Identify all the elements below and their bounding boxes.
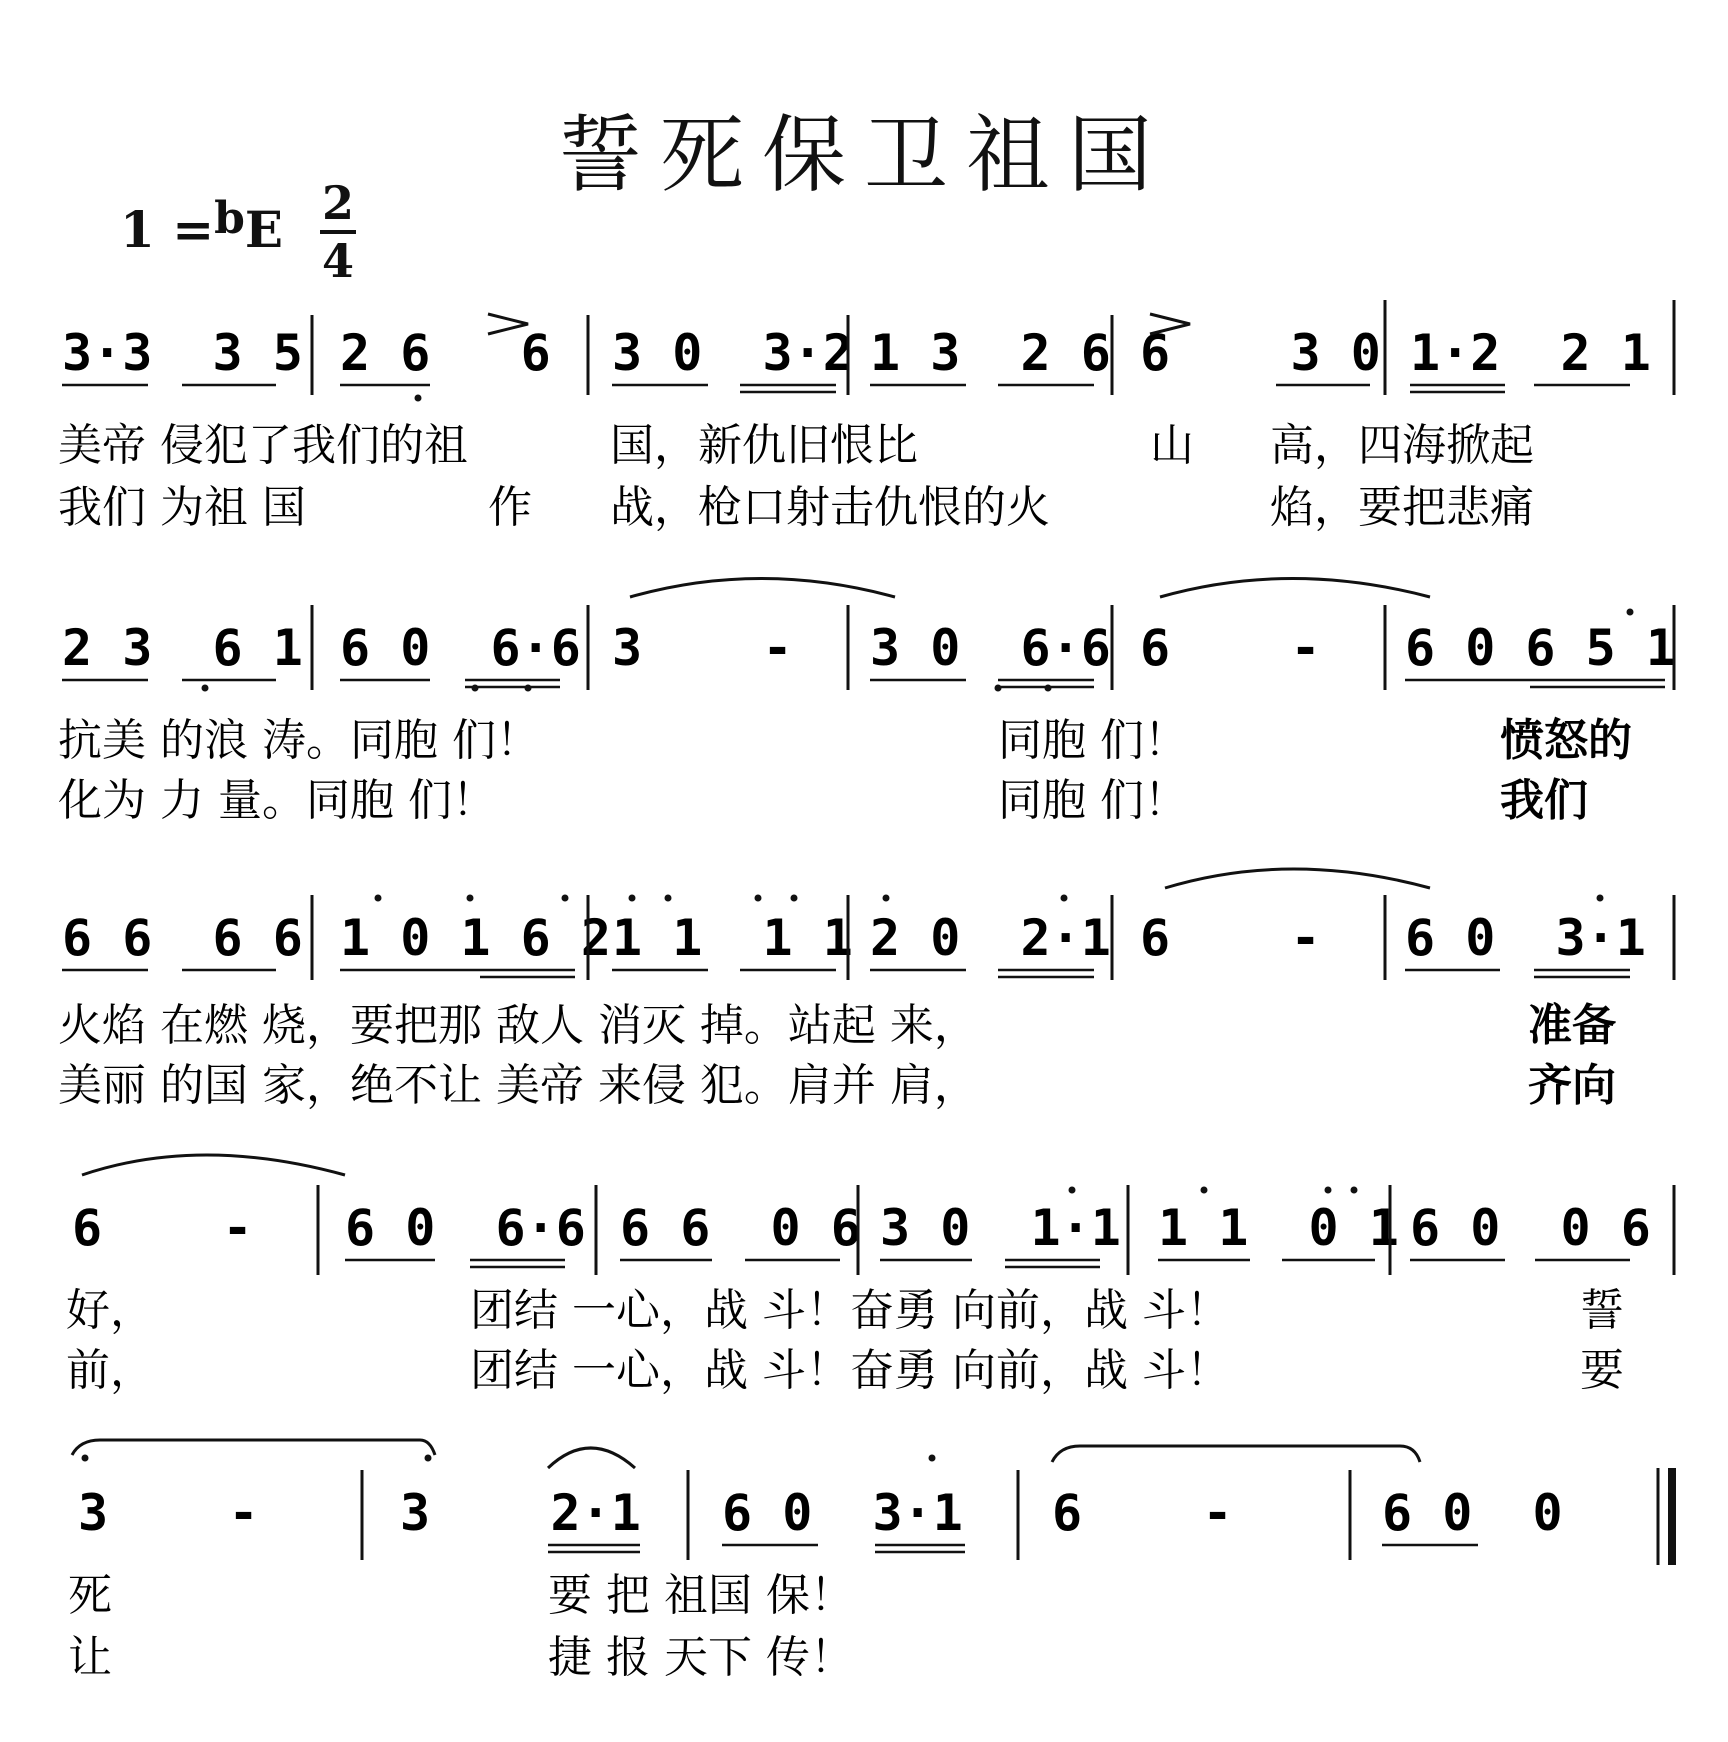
measure: 3 0 3·2	[612, 324, 853, 382]
lyric-line-2: 捷 报 天下 传！	[548, 1632, 854, 1683]
measure: 6 -	[1140, 619, 1321, 677]
measure: 1 1 0 1	[1158, 1199, 1399, 1257]
song-title: 誓死保卫祖国	[557, 106, 1170, 204]
flat-sign: b	[214, 193, 245, 244]
lyric-line-1: 美帝 侵犯了我们的祖	[58, 420, 468, 471]
slur	[1165, 869, 1430, 888]
lyric-line-2: 战，枪口射击仇恨的火	[610, 482, 1050, 533]
lyric-line-1: 火焰 在燃 烧，要把那 敌人 消灭 掉。站起 来，	[58, 1000, 978, 1051]
lyric-line-2: 齐向	[1528, 1060, 1616, 1111]
lyric-line-2: 要	[1580, 1345, 1624, 1396]
lyric-line-2: 团结 一心，战 斗！奋勇 向前，战 斗！	[470, 1345, 1230, 1396]
underlines	[62, 970, 1630, 977]
lyric-line-1: 死	[68, 1570, 112, 1621]
lyric-line-1: 誓	[1580, 1285, 1624, 1336]
measure: 3 0 6·6	[870, 619, 1111, 677]
lyric-line-1: 抗美 的浪 涛。同胞 们！	[58, 715, 540, 766]
key-prefix: 1 =	[120, 200, 215, 259]
measure: 6 6 0 6	[620, 1199, 861, 1257]
time-bottom: 4	[321, 234, 354, 288]
lyric-line-2: 我们	[1500, 775, 1588, 826]
lyric-line-2: 让	[68, 1632, 112, 1683]
system-2	[58, 579, 1676, 827]
measure: 6 0 6 5 1	[1405, 619, 1676, 677]
measure: 1 3 2 6	[870, 324, 1111, 382]
measure: 6 6 6 6	[62, 909, 303, 967]
underlines	[62, 385, 1630, 392]
measure: 6 -	[72, 1199, 253, 1257]
slur	[72, 1440, 435, 1455]
slur	[82, 1155, 345, 1175]
measure: 6 3 0	[1140, 324, 1381, 382]
lyric-line-1: 好，	[66, 1285, 154, 1336]
measure: 1 1 1 1	[612, 909, 853, 967]
system-4	[66, 1155, 1674, 1396]
slur	[630, 579, 895, 598]
lyric-line-2: 美丽 的国 家，绝不让 美帝 来侵 犯。肩并 肩，	[58, 1060, 978, 1111]
lyric-line-1: 团结 一心，战 斗！奋勇 向前，战 斗！	[470, 1285, 1230, 1336]
lyric-line-2: 同胞 们！	[998, 775, 1188, 826]
underlines	[345, 1260, 1630, 1267]
key-note: E	[244, 200, 283, 259]
lyric-line-2: 化为 力 量。同胞 们！	[58, 775, 496, 826]
measure: 3·3 3 5	[62, 324, 303, 382]
slur	[548, 1448, 635, 1468]
system-5	[68, 1440, 1672, 1683]
lyric-line-1: 国，新仇旧恨比	[610, 420, 918, 471]
lyric-line-1: 同胞 们！	[998, 715, 1188, 766]
lyric-line-2: 焰，要把悲痛	[1270, 482, 1534, 533]
measure: 6 0 0 6	[1410, 1199, 1651, 1257]
slur	[1160, 579, 1430, 598]
system-3	[58, 869, 1674, 1111]
measure: 3 0 1·1	[880, 1199, 1121, 1257]
lyric-line-2: 我们 为祖 国	[58, 482, 306, 533]
measure: 6 0 3·1	[1405, 909, 1646, 967]
measure: 6 -	[1052, 1484, 1233, 1542]
slur	[1052, 1446, 1420, 1462]
measure: 6 0 0	[1382, 1484, 1563, 1542]
measure: 2 3 6 1	[62, 619, 303, 677]
measure: 1 0 1 6 2	[340, 909, 611, 967]
lyric-line-1: 要 把 祖国 保！	[548, 1570, 854, 1621]
lyric-line-1: 准备	[1528, 1000, 1616, 1051]
measure: 3 2·1	[400, 1484, 641, 1542]
lyric-line-1: 愤怒的	[1500, 715, 1632, 766]
measure: 2 6 6	[340, 324, 551, 382]
measure: 6 -	[1140, 909, 1321, 967]
lyric-line-1: 高，四海掀起	[1270, 420, 1534, 471]
lyric-line-2: 作	[488, 482, 532, 533]
measure: 6 0 6·6	[340, 619, 581, 677]
measure: 2 0 2·1	[870, 909, 1111, 967]
measure: 3 -	[78, 1484, 259, 1542]
underlines	[62, 680, 1665, 687]
measure: 3 -	[612, 619, 793, 677]
measure: 6 0 6·6	[345, 1199, 586, 1257]
measure: 1·2 2 1	[1410, 324, 1651, 382]
lyric-line-1: 山	[1150, 420, 1194, 471]
system-1	[58, 300, 1674, 533]
measure: 6 0 3·1	[722, 1484, 963, 1542]
time-top: 2	[321, 176, 354, 230]
lyric-line-2: 前，	[66, 1345, 154, 1396]
